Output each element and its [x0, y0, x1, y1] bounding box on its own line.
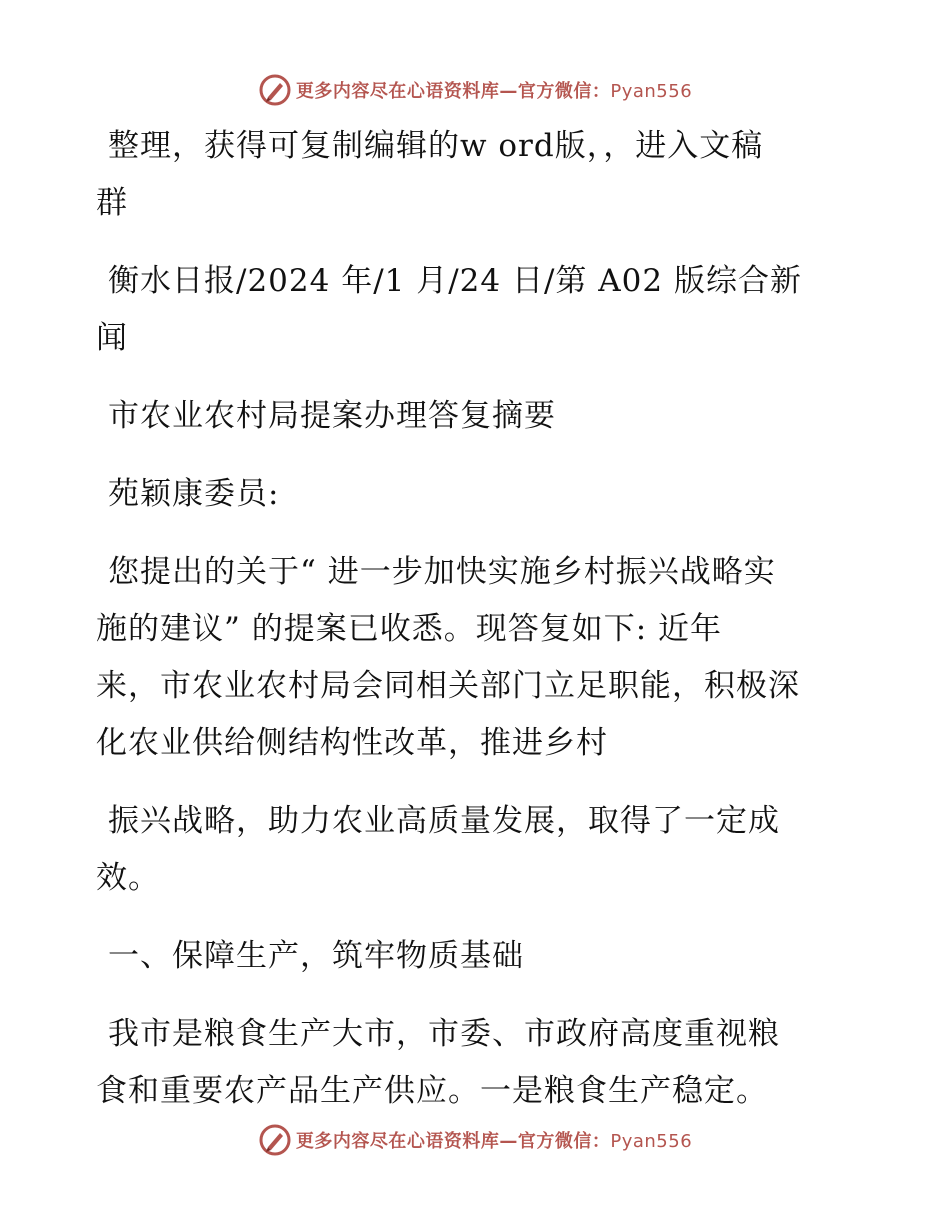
paragraph: 整理，获得可复制编辑的w ord版，，进入文稿 群 [96, 128, 764, 221]
paragraph: 衡水日报/2024 年/1 月/24 日/第 A02 版综合新 闻 [96, 263, 802, 356]
headline: 市农业农村局提案办理答复摘要 [108, 398, 556, 434]
pen-logo-icon [258, 1123, 292, 1157]
watermark-text: 更多内容尽在心语资料库—官方微信：Pyan556 [295, 1131, 693, 1152]
salutation: 苑颖康委员: [108, 476, 280, 512]
document-body [96, 118, 856, 1120]
paragraph: 我市是粮食生产大市，市委、市政府高度重视粮 食和重要农产品生产供应。一是粮食生产稳定。 [96, 1016, 780, 1109]
watermark-footer [0, 1120, 950, 1160]
paragraph: 您提出的关于“ 进一步加快实施乡村振兴战略实 施的建议” 的提案已收悉。现答复如下: 近年 来，市农业农村局会同相关部门立足职能，积极深 化农业供给侧结构性改革，推进乡村 [96, 554, 800, 761]
paragraph: 振兴战略，助力农业高质量发展，取得了一定成 效。 [96, 803, 780, 896]
watermark-text: 更多内容尽在心语资料库—官方微信：Pyan556 [295, 81, 693, 102]
section-heading: 一、保障生产，筑牢物质基础 [108, 938, 524, 974]
pen-logo-icon [258, 73, 292, 107]
watermark-header [0, 70, 950, 110]
